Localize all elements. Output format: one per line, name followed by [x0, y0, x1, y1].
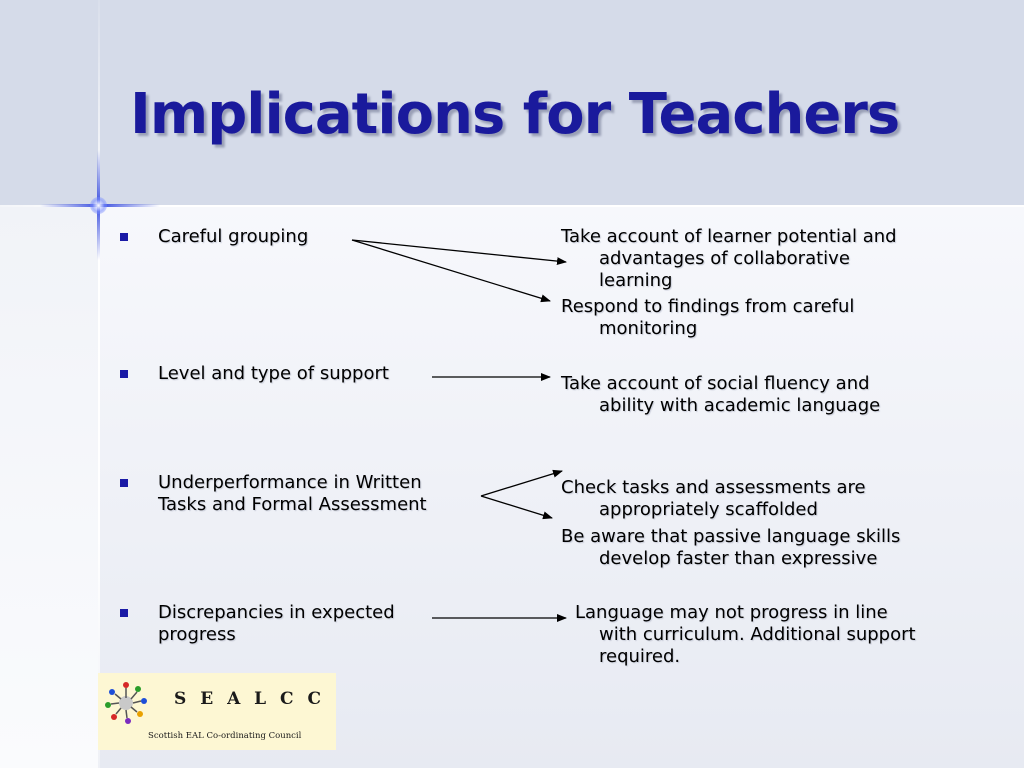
implication-line: ability with academic language	[599, 395, 881, 416]
bullet-label-line: Underperformance in Written	[158, 472, 422, 493]
implication-line: advantages of collaborative	[599, 248, 850, 269]
bullet-label-line: Discrepancies in expected	[158, 602, 395, 623]
implication-line: learning	[599, 270, 673, 291]
arrow-grouping-potential	[352, 240, 566, 262]
bullet-label-line: progress	[158, 624, 236, 645]
arrow-underperformance-scaffold	[481, 471, 562, 496]
slide-title: Implications for Teachers	[130, 82, 900, 147]
arrow-underperformance-passive	[481, 496, 552, 518]
implication-line: Language may not progress in line	[575, 602, 888, 623]
bullet-label-line: Tasks and Formal Assessment	[158, 494, 427, 515]
sealcc-logo	[98, 673, 336, 750]
implication-line: Take account of learner potential and	[561, 226, 897, 247]
bullet-label: Level and type of support	[158, 363, 389, 384]
implication-line: Be aware that passive language skills	[561, 526, 901, 547]
implication-line: with curriculum. Additional support	[599, 624, 916, 645]
logo-name: S E A L C C	[174, 689, 326, 709]
implication-line: Respond to findings from careful	[561, 296, 855, 317]
bullet-label: Careful grouping	[158, 226, 309, 247]
arrow-grouping-monitoring	[352, 240, 550, 301]
logo-subtitle: Scottish EAL Co-ordinating Council	[148, 731, 302, 741]
people-circle-icon	[102, 679, 150, 727]
implication-line: Check tasks and assessments are	[561, 477, 866, 498]
implication-line: Take account of social fluency and	[561, 373, 870, 394]
implication-line: develop faster than expressive	[599, 548, 878, 569]
implication-line: appropriately scaffolded	[599, 499, 818, 520]
implication-line: required.	[599, 646, 681, 667]
implication-line: monitoring	[599, 318, 698, 339]
